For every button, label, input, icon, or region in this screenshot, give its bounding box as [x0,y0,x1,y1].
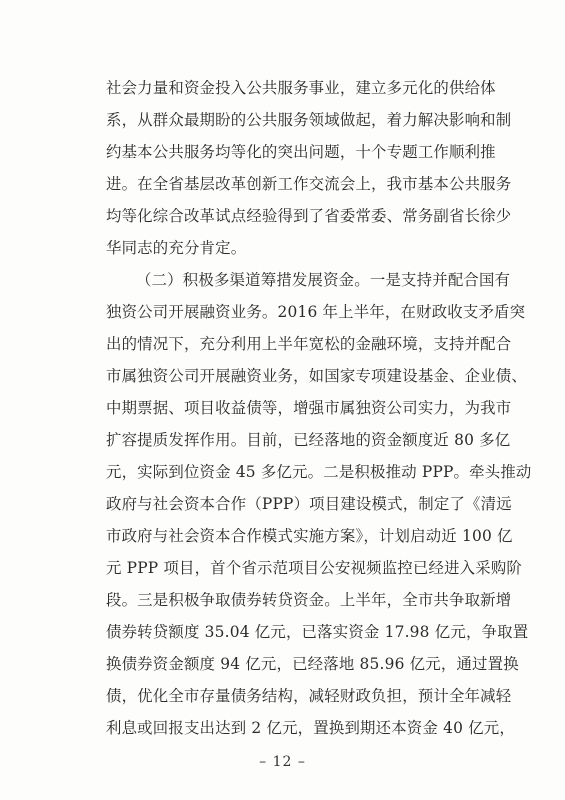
text-line-11: 中期票据、项目收益债等，增强市属独资公司实力，为我市 [106,399,512,417]
text-line-15: 市政府与社会资本合作模式实施方案》，计划启动近 100 亿 [106,527,513,545]
text-line-16: 元 PPP 项目，首个省示范项目公安视频监控已经进入采购阶 [106,559,523,577]
text-line-1: 社会力量和资金投入公共服务事业，建立多元化的供给体 [106,79,496,97]
text-line-6: 华同志的充分肯定。 [106,239,247,257]
text-line-12: 扩容提质发挥作用。目前，已经落地的资金额度近 80 多亿 [106,431,511,449]
text-line-21: 利息或回报支出达到 2 亿元，置换到期还本资金 40 亿元， [106,719,515,737]
text-line-19: 换债券资金额度 94 亿元，已经落地 85.96 亿元，通过置换 [106,655,519,673]
page-number: – 12 – [259,754,306,770]
text-line-5: 均等化综合改革试点经验得到了省委常委、常务副省长徐少 [106,207,512,225]
text-line-17: 段。三是积极争取债券转贷资金。上半年，全市共争取新增 [106,591,512,609]
text-line-2: 系，从群众最期盼的公共服务领域做起，着力解决影响和制 [106,111,512,129]
text-line-8: 独资公司开展融资业务。2016 年上半年，在财政收支矛盾突 [106,303,526,321]
text-line-14: 政府与社会资本合作（PPP）项目建设模式，制定了《清远 [106,495,512,513]
text-line-20: 债，优化全市存量债务结构，减轻财政负担，预计全年减轻 [106,687,512,705]
text-line-13: 元，实际到位资金 45 多亿元。二是积极推动 PPP。牵头推动 [106,463,532,481]
text-line-18: 债券转贷额度 35.04 亿元，已落实资金 17.98 亿元，争取置 [106,623,529,641]
text-line-3: 约基本公共服务均等化的突出问题，十个专题工作顺利推 [106,143,496,161]
text-line-10: 市属独资公司开展融资业务，如国家专项建设基金、企业债、 [106,367,527,385]
text-line-9: 出的情况下，充分利用上半年宽松的金融环境，支持并配合 [106,335,512,353]
section-heading-line: （二）积极多渠道筹措发展资金。一是支持并配合国有 [136,271,511,289]
text-line-4: 进。在全省基层改革创新工作交流会上，我市基本公共服务 [106,175,512,193]
